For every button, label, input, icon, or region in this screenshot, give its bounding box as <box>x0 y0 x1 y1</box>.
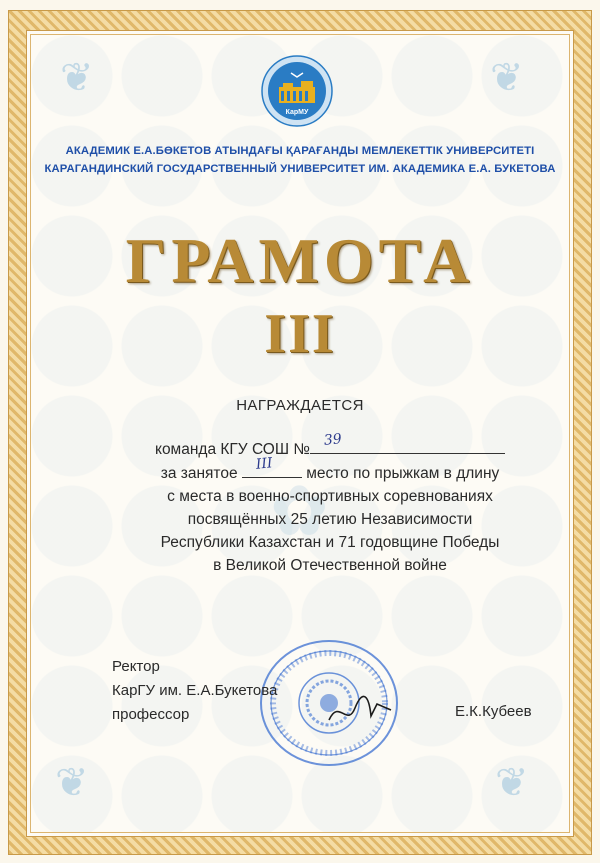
ornament-icon: ❦ <box>55 760 89 806</box>
award-text <box>100 431 560 577</box>
signer-organization: КарГУ им. Е.А.Букетова <box>112 682 278 699</box>
place-line <box>100 455 560 485</box>
award-line-6: в Великой Отечественной войне <box>213 557 447 574</box>
ornament-icon: ❦ <box>60 55 94 101</box>
team-number-handwritten: 39 <box>323 431 343 449</box>
team-number-blank <box>310 431 505 454</box>
award-line-4: посвящённых 25 летию Независимости <box>187 511 473 528</box>
team-prefix: команда КГУ СОШ № <box>154 441 310 458</box>
place-suffix: место по прыжкам в длину <box>306 465 500 482</box>
ornament-icon: ✿ <box>270 470 329 552</box>
award-line-5: Республики Казахстан и 71 годовщине Победы <box>160 534 500 551</box>
award-line-3: с места в военно-спортивных соревнованиях <box>167 488 493 505</box>
logo-caption: КарМУ <box>285 109 309 116</box>
place-prefix: за занятое <box>160 465 238 482</box>
signature-stroke-icon <box>325 690 395 730</box>
team-line <box>100 431 560 461</box>
ornament-icon: ❦ <box>490 55 524 101</box>
signer-name: Е.К.Кубеев <box>455 703 532 720</box>
signer-title: профессор <box>112 706 190 723</box>
ornament-icon: ❦ <box>495 760 529 806</box>
place-handwritten: III <box>255 455 274 473</box>
certificate-title: ГРАМОТА <box>125 225 475 296</box>
certificate-degree: III <box>264 303 336 365</box>
place-blank <box>242 455 302 478</box>
university-name-ru: КАРАГАНДИНСКИЙ ГОСУДАРСТВЕННЫЙ УНИВЕРСИТЕТ ИМ. АКАДЕМИКА Е.А. БУКЕТОВА <box>44 163 556 175</box>
university-name-kz: АКАДЕМИК Е.А.БӨКЕТОВ АТЫНДАҒЫ ҚАРАҒАНДЫ МЕМЛЕКЕТТІК УНИВЕРСИТЕТІ <box>65 145 535 157</box>
university-logo-icon <box>261 55 333 127</box>
signature-block <box>112 655 277 727</box>
awarded-heading: НАГРАЖДАЕТСЯ <box>236 397 364 414</box>
signer-role: Ректор <box>112 658 160 675</box>
